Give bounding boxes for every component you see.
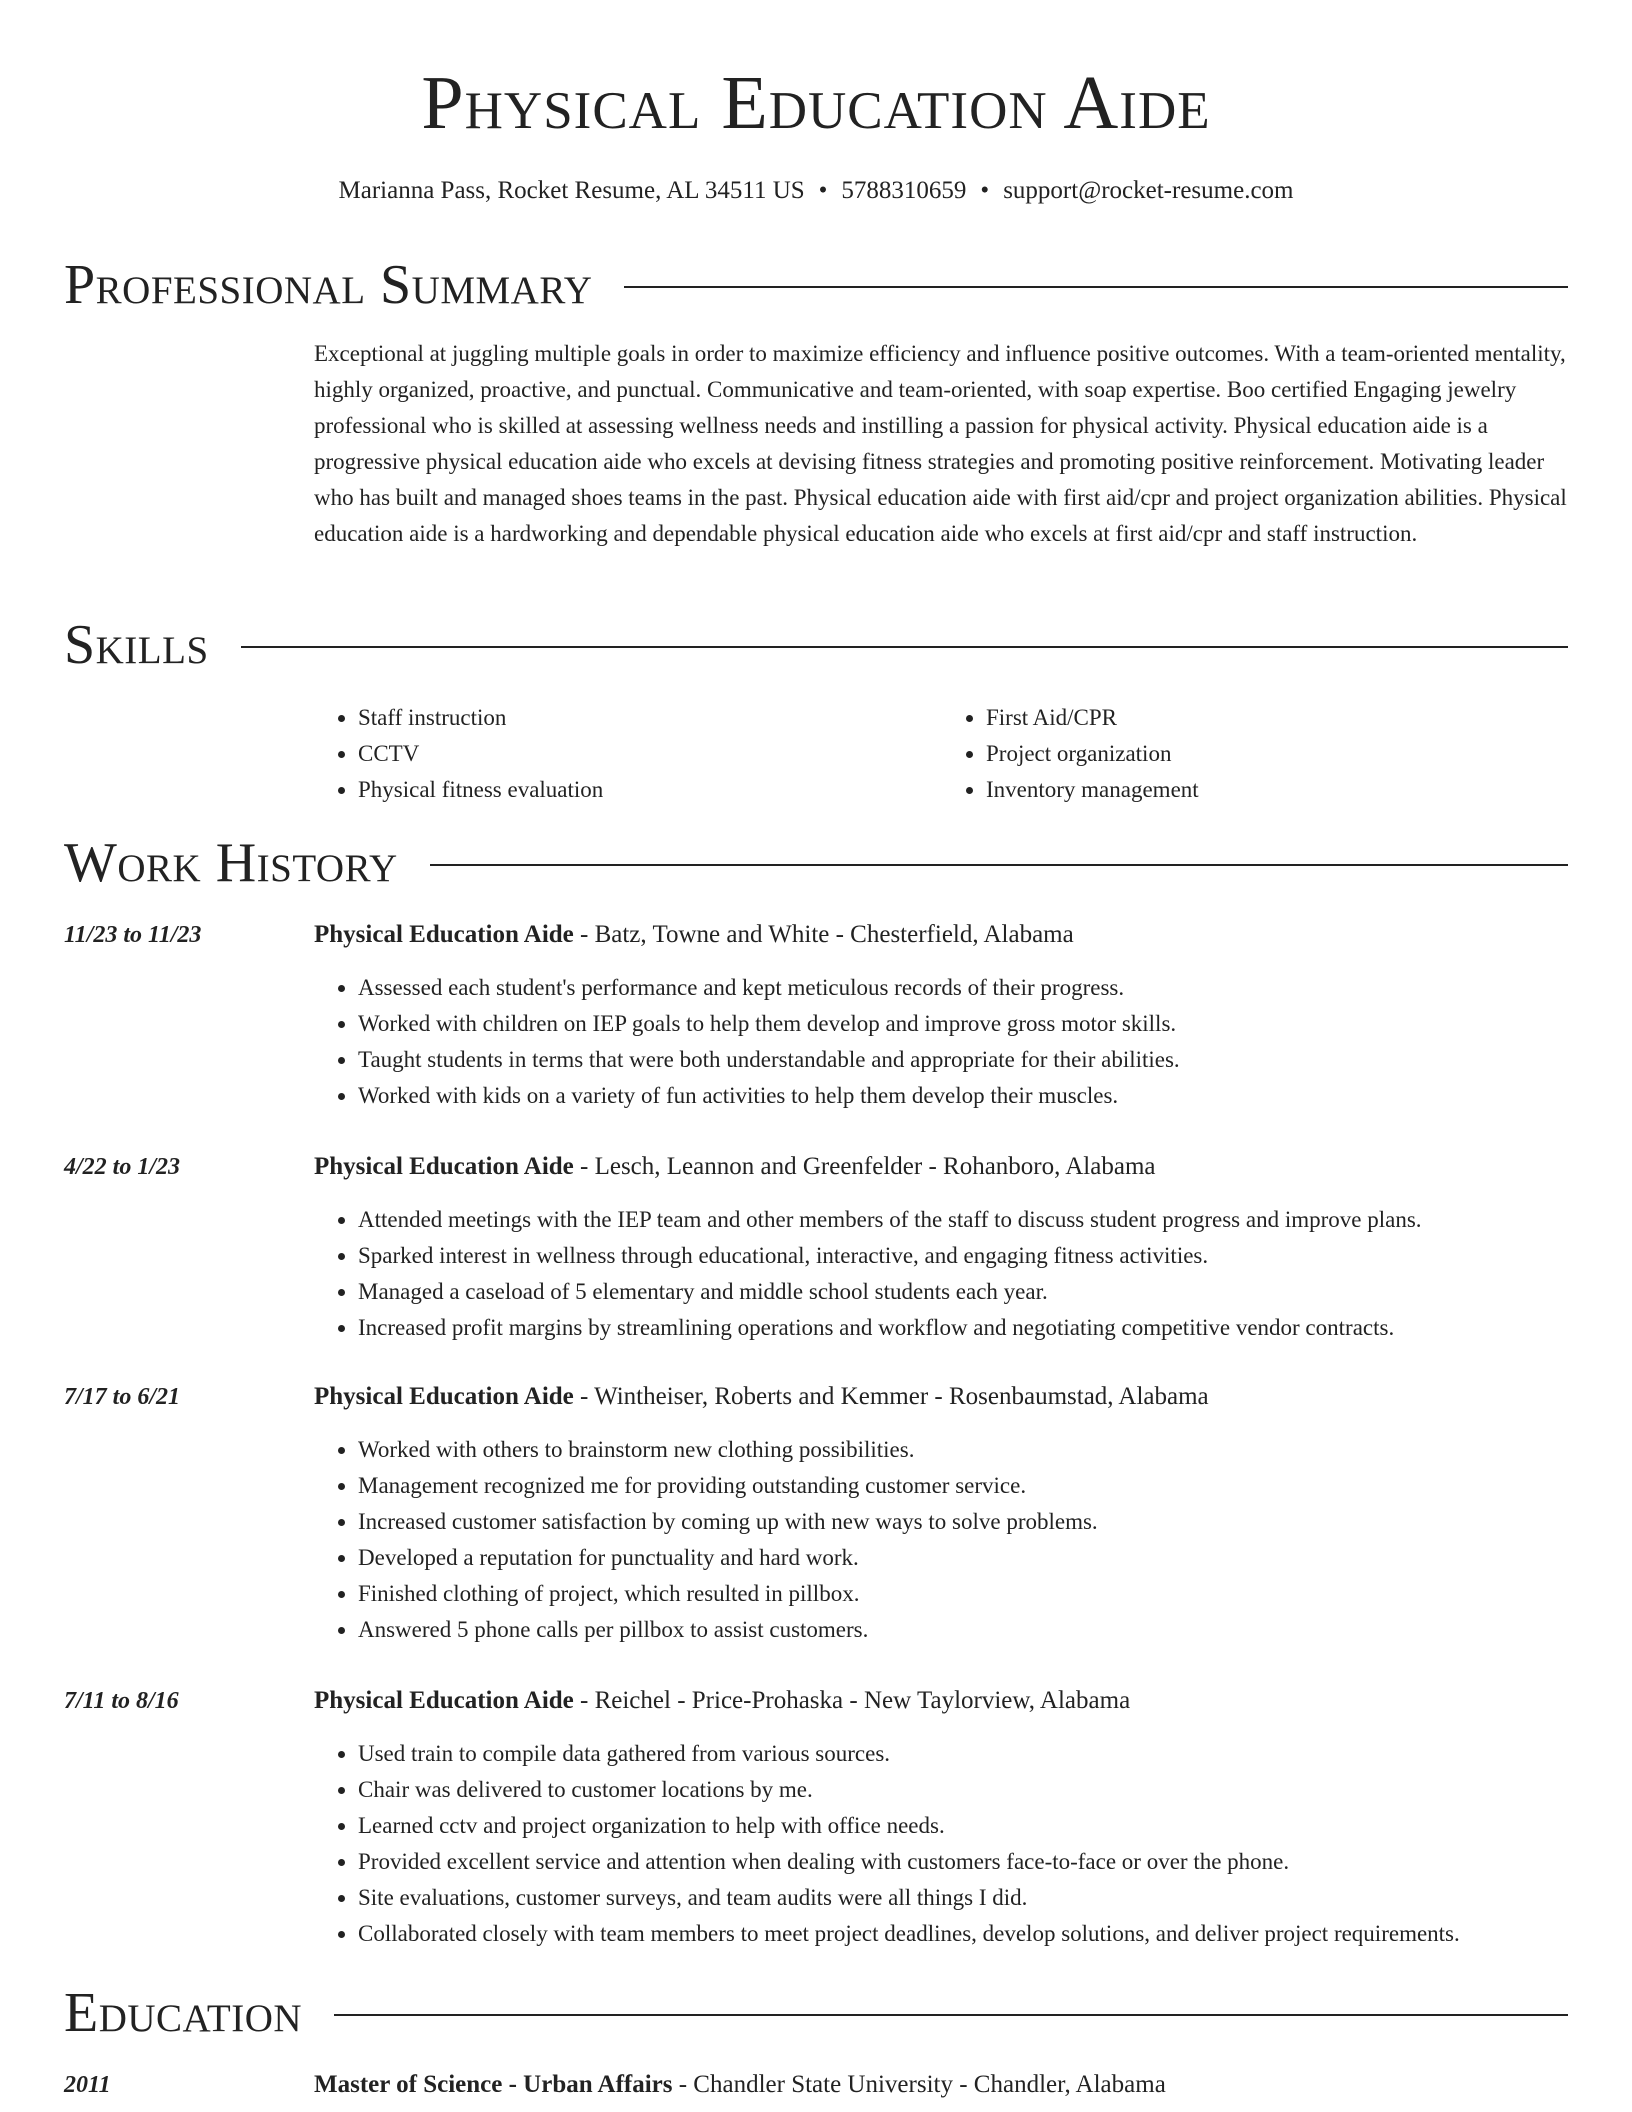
education-school: - Chandler State University - Chandler, Alabama xyxy=(672,2071,1166,2098)
work-bullet: • Provided excellent service and attention when dealing with customers face-to-face or over the phone. xyxy=(358,1844,1618,1880)
section-heading-education xyxy=(64,1980,1568,2046)
work-role: Physical Education Aide xyxy=(314,1687,574,1714)
summary-text: Exceptional at juggling multiple goals in order to maximize efficiency and influence positive outcomes. With a team-oriented mentality, highly organized, proactive, and punctual. Communicative and team-oriented, with soap expertise. Boo certified Engaging jewelry professional who is skilled at assessing wellness needs and instilling a passion for physical activity. Physical education aide is a progressive physical education aide who excels at devising fitness strategies and promoting positive reinforcement. Motivating leader who has built and managed shoes teams in the past. Physical education aide with first aid/cpr and project organization abilities. Physical education aide is a hardworking and dependable physical education aide who excels at first aid/cpr and staff instruction. xyxy=(314,341,1567,546)
skill-item: • Staff instruction xyxy=(358,700,942,736)
work-employer: - Lesch, Leannon and Greenfelder - Rohanboro, Alabama xyxy=(573,1153,1156,1180)
section-title: Work History xyxy=(64,832,398,894)
work-heading xyxy=(314,1684,1130,1718)
work-role: Physical Education Aide xyxy=(314,1383,574,1410)
work-heading xyxy=(314,918,1074,952)
section-heading-work xyxy=(64,830,1568,896)
work-bullet: • Sparked interest in wellness through educational, interactive, and engaging fitness activities. xyxy=(358,1238,1618,1274)
work-bullet: • Management recognized me for providing outstanding customer service. xyxy=(358,1468,1618,1504)
work-role: Physical Education Aide xyxy=(314,1153,574,1180)
skills-list xyxy=(314,700,1570,808)
skill-item: • First Aid/CPR xyxy=(986,700,1570,736)
work-bullet: • Worked with others to brainstorm new clothing possibilities. xyxy=(358,1432,1618,1468)
work-bullet: • Collaborated closely with team members to meet project deadlines, develop solutions, and deliver project requirements. xyxy=(358,1916,1618,1952)
work-bullets xyxy=(314,970,1618,1114)
work-bullet: • Finished clothing of project, which resulted in pillbox. xyxy=(358,1576,1618,1612)
section-title: Education xyxy=(64,1982,303,2044)
contact-address: Marianna Pass, Rocket Resume, AL 34511 US xyxy=(338,177,805,204)
education-date: 2011 xyxy=(64,2072,111,2098)
work-date: 7/11 to 8/16 xyxy=(64,1688,179,1714)
work-role: Physical Education Aide xyxy=(314,921,574,948)
work-bullet: • Worked with children on IEP goals to help them develop and improve gross motor skills. xyxy=(358,1006,1618,1042)
contact-separator: • xyxy=(980,177,990,204)
work-bullet: • Site evaluations, customer surveys, and team audits were all things I did. xyxy=(358,1880,1618,1916)
work-heading xyxy=(314,1150,1155,1184)
section-divider xyxy=(430,864,1568,866)
work-bullet: • Increased profit margins by streamlining operations and workflow and negotiating competitive vendor contracts. xyxy=(358,1310,1618,1346)
work-bullets xyxy=(314,1432,1618,1648)
work-bullet: • Assessed each student's performance and kept meticulous records of their progress. xyxy=(358,970,1618,1006)
work-bullets xyxy=(314,1736,1618,1952)
section-divider xyxy=(334,2014,1568,2016)
contact-separator: • xyxy=(818,177,828,204)
work-bullet: • Taught students in terms that were both understandable and appropriate for their abilities. xyxy=(358,1042,1618,1078)
work-bullet: • Attended meetings with the IEP team and other members of the staff to discuss student progress and improve plans. xyxy=(358,1202,1618,1238)
work-bullet: • Chair was delivered to customer locations by me. xyxy=(358,1772,1618,1808)
work-date: 11/23 to 11/23 xyxy=(64,922,202,948)
skill-item: • Inventory management xyxy=(986,772,1570,808)
work-bullet: • Managed a caseload of 5 elementary and middle school students each year. xyxy=(358,1274,1618,1310)
work-employer: - Reichel - Price-Prohaska - New Taylorview, Alabama xyxy=(573,1687,1131,1714)
education-heading xyxy=(314,2068,1166,2102)
resume-title: Physical Education Aide xyxy=(421,61,1211,145)
education-degree: Master of Science - Urban Affairs xyxy=(314,2071,673,2098)
work-bullet: • Worked with kids on a variety of fun activities to help them develop their muscles. xyxy=(358,1078,1618,1114)
work-heading xyxy=(314,1380,1209,1414)
work-employer: - Batz, Towne and White - Chesterfield, Alabama xyxy=(573,921,1074,948)
contact-phone: 5788310659 xyxy=(841,177,967,204)
skills-column-left xyxy=(314,700,942,808)
work-bullets xyxy=(314,1202,1618,1346)
section-heading-skills xyxy=(64,612,1568,678)
section-title: Professional Summary xyxy=(64,254,593,316)
section-divider xyxy=(241,646,1568,648)
work-bullet: • Increased customer satisfaction by coming up with new ways to solve problems. xyxy=(358,1504,1618,1540)
work-bullet: • Used train to compile data gathered from various sources. xyxy=(358,1736,1618,1772)
skill-item: • Physical fitness evaluation xyxy=(358,772,942,808)
work-bullet: • Developed a reputation for punctuality and hard work. xyxy=(358,1540,1618,1576)
work-employer: - Wintheiser, Roberts and Kemmer - Rosenbaumstad, Alabama xyxy=(573,1383,1209,1410)
contact-line xyxy=(0,174,1632,208)
section-divider xyxy=(624,286,1568,288)
contact-email: support@rocket-resume.com xyxy=(1003,177,1294,204)
section-title: Skills xyxy=(64,614,209,676)
work-bullet: • Answered 5 phone calls per pillbox to assist customers. xyxy=(358,1612,1618,1648)
skills-column-right xyxy=(942,700,1570,808)
section-heading-summary xyxy=(64,252,1568,318)
work-bullet: • Learned cctv and project organization to help with office needs. xyxy=(358,1808,1618,1844)
skill-item: • Project organization xyxy=(986,736,1570,772)
work-date: 7/17 to 6/21 xyxy=(64,1384,181,1410)
work-date: 4/22 to 1/23 xyxy=(64,1154,181,1180)
skill-item: • CCTV xyxy=(358,736,942,772)
